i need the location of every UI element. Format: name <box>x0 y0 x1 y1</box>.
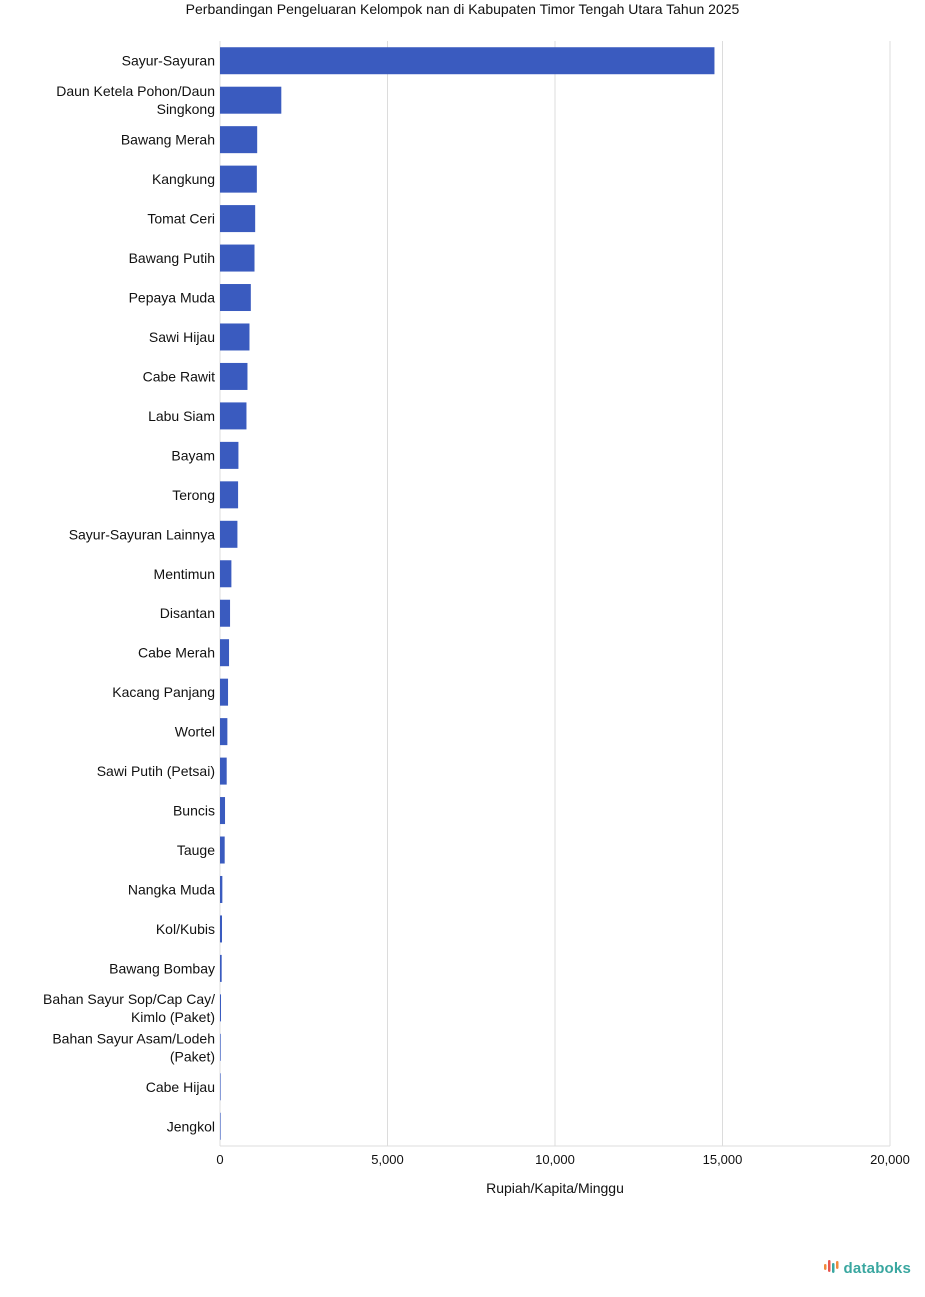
bar <box>220 560 231 587</box>
category-label: Pepaya Muda <box>128 289 215 306</box>
bar <box>220 521 237 548</box>
category-label: Kangkung <box>151 171 215 188</box>
bar <box>220 1113 221 1140</box>
x-tick-label: 10,000 <box>535 1152 575 1167</box>
category-label: Kacang Panjang <box>112 684 215 701</box>
category-label: Sayur-Sayuran Lainnya <box>68 526 215 543</box>
category-label: Bahan Sayur Asam/Lodeh <box>52 1030 215 1047</box>
bar <box>220 679 228 706</box>
bar <box>220 245 255 272</box>
bar <box>220 87 281 114</box>
bar <box>220 1073 221 1100</box>
bar <box>220 481 238 508</box>
category-label: Kimlo (Paket) <box>130 1008 215 1025</box>
bar <box>220 955 222 982</box>
category-label: Sawi Hijau <box>148 328 215 345</box>
category-label: Cabe Merah <box>137 644 215 661</box>
databoks-brand-name: databoks <box>843 1259 911 1277</box>
category-label: Bawang Bombay <box>109 960 215 977</box>
databoks-brand <box>823 1258 911 1278</box>
bar <box>220 1034 221 1061</box>
category-label: Kol/Kubis <box>155 920 215 937</box>
bar <box>220 600 230 627</box>
category-label: Labu Siam <box>148 407 215 424</box>
bar <box>220 284 251 311</box>
x-tick-labels <box>216 1152 910 1167</box>
category-label: Wortel <box>174 723 215 740</box>
category-label: Singkong <box>156 101 215 118</box>
category-label: Jengkol <box>166 1118 215 1135</box>
category-label: Sayur-Sayuran <box>121 52 215 69</box>
category-label: Bahan Sayur Sop/Cap Cay/ <box>43 990 215 1007</box>
category-label: Buncis <box>172 802 215 819</box>
category-labels <box>43 53 215 1135</box>
category-label: Tomat Ceri <box>147 210 215 227</box>
category-label: Mentimun <box>153 565 215 582</box>
bars <box>220 47 714 1140</box>
x-tick-label: 5,000 <box>371 1152 404 1167</box>
category-label: (Paket) <box>169 1048 215 1065</box>
category-label: Daun Ketela Pohon/Daun <box>56 83 215 100</box>
bar <box>220 639 229 666</box>
chart-title: Perbandingan Pengeluaran Kelompok nan di Kabupaten Timor Tengah Utara Tahun 2025 <box>185 1 740 17</box>
bar <box>220 876 222 903</box>
bar <box>220 47 714 74</box>
category-label: Sawi Putih (Petsai) <box>96 763 215 780</box>
category-label: Terong <box>172 486 215 503</box>
category-label: Cabe Rawit <box>142 368 215 385</box>
x-axis-title: Rupiah/Kapita/Minggu <box>486 1180 624 1196</box>
category-label: Cabe Hijau <box>145 1078 215 1095</box>
category-label: Bawang Merah <box>120 131 215 148</box>
bar <box>220 323 249 350</box>
bar <box>220 442 238 469</box>
bar <box>220 797 225 824</box>
x-tick-label: 0 <box>216 1152 224 1167</box>
bar <box>220 915 222 942</box>
x-tick-label: 15,000 <box>702 1152 743 1167</box>
bar <box>220 837 225 864</box>
category-label: Disantan <box>159 605 215 622</box>
category-label: Bawang Putih <box>128 250 215 267</box>
bar <box>220 758 227 785</box>
bar <box>220 718 227 745</box>
category-label: Tauge <box>176 842 215 859</box>
x-tick-label: 20,000 <box>870 1152 910 1167</box>
category-label: Bayam <box>171 447 215 464</box>
bar <box>220 205 255 232</box>
bar <box>220 402 246 429</box>
bar <box>220 166 257 193</box>
gridlines <box>220 41 890 1146</box>
databoks-logo-icon <box>823 1257 841 1280</box>
bar <box>220 126 257 153</box>
bar <box>220 994 221 1021</box>
category-label: Nangka Muda <box>127 881 215 898</box>
bar <box>220 363 247 390</box>
